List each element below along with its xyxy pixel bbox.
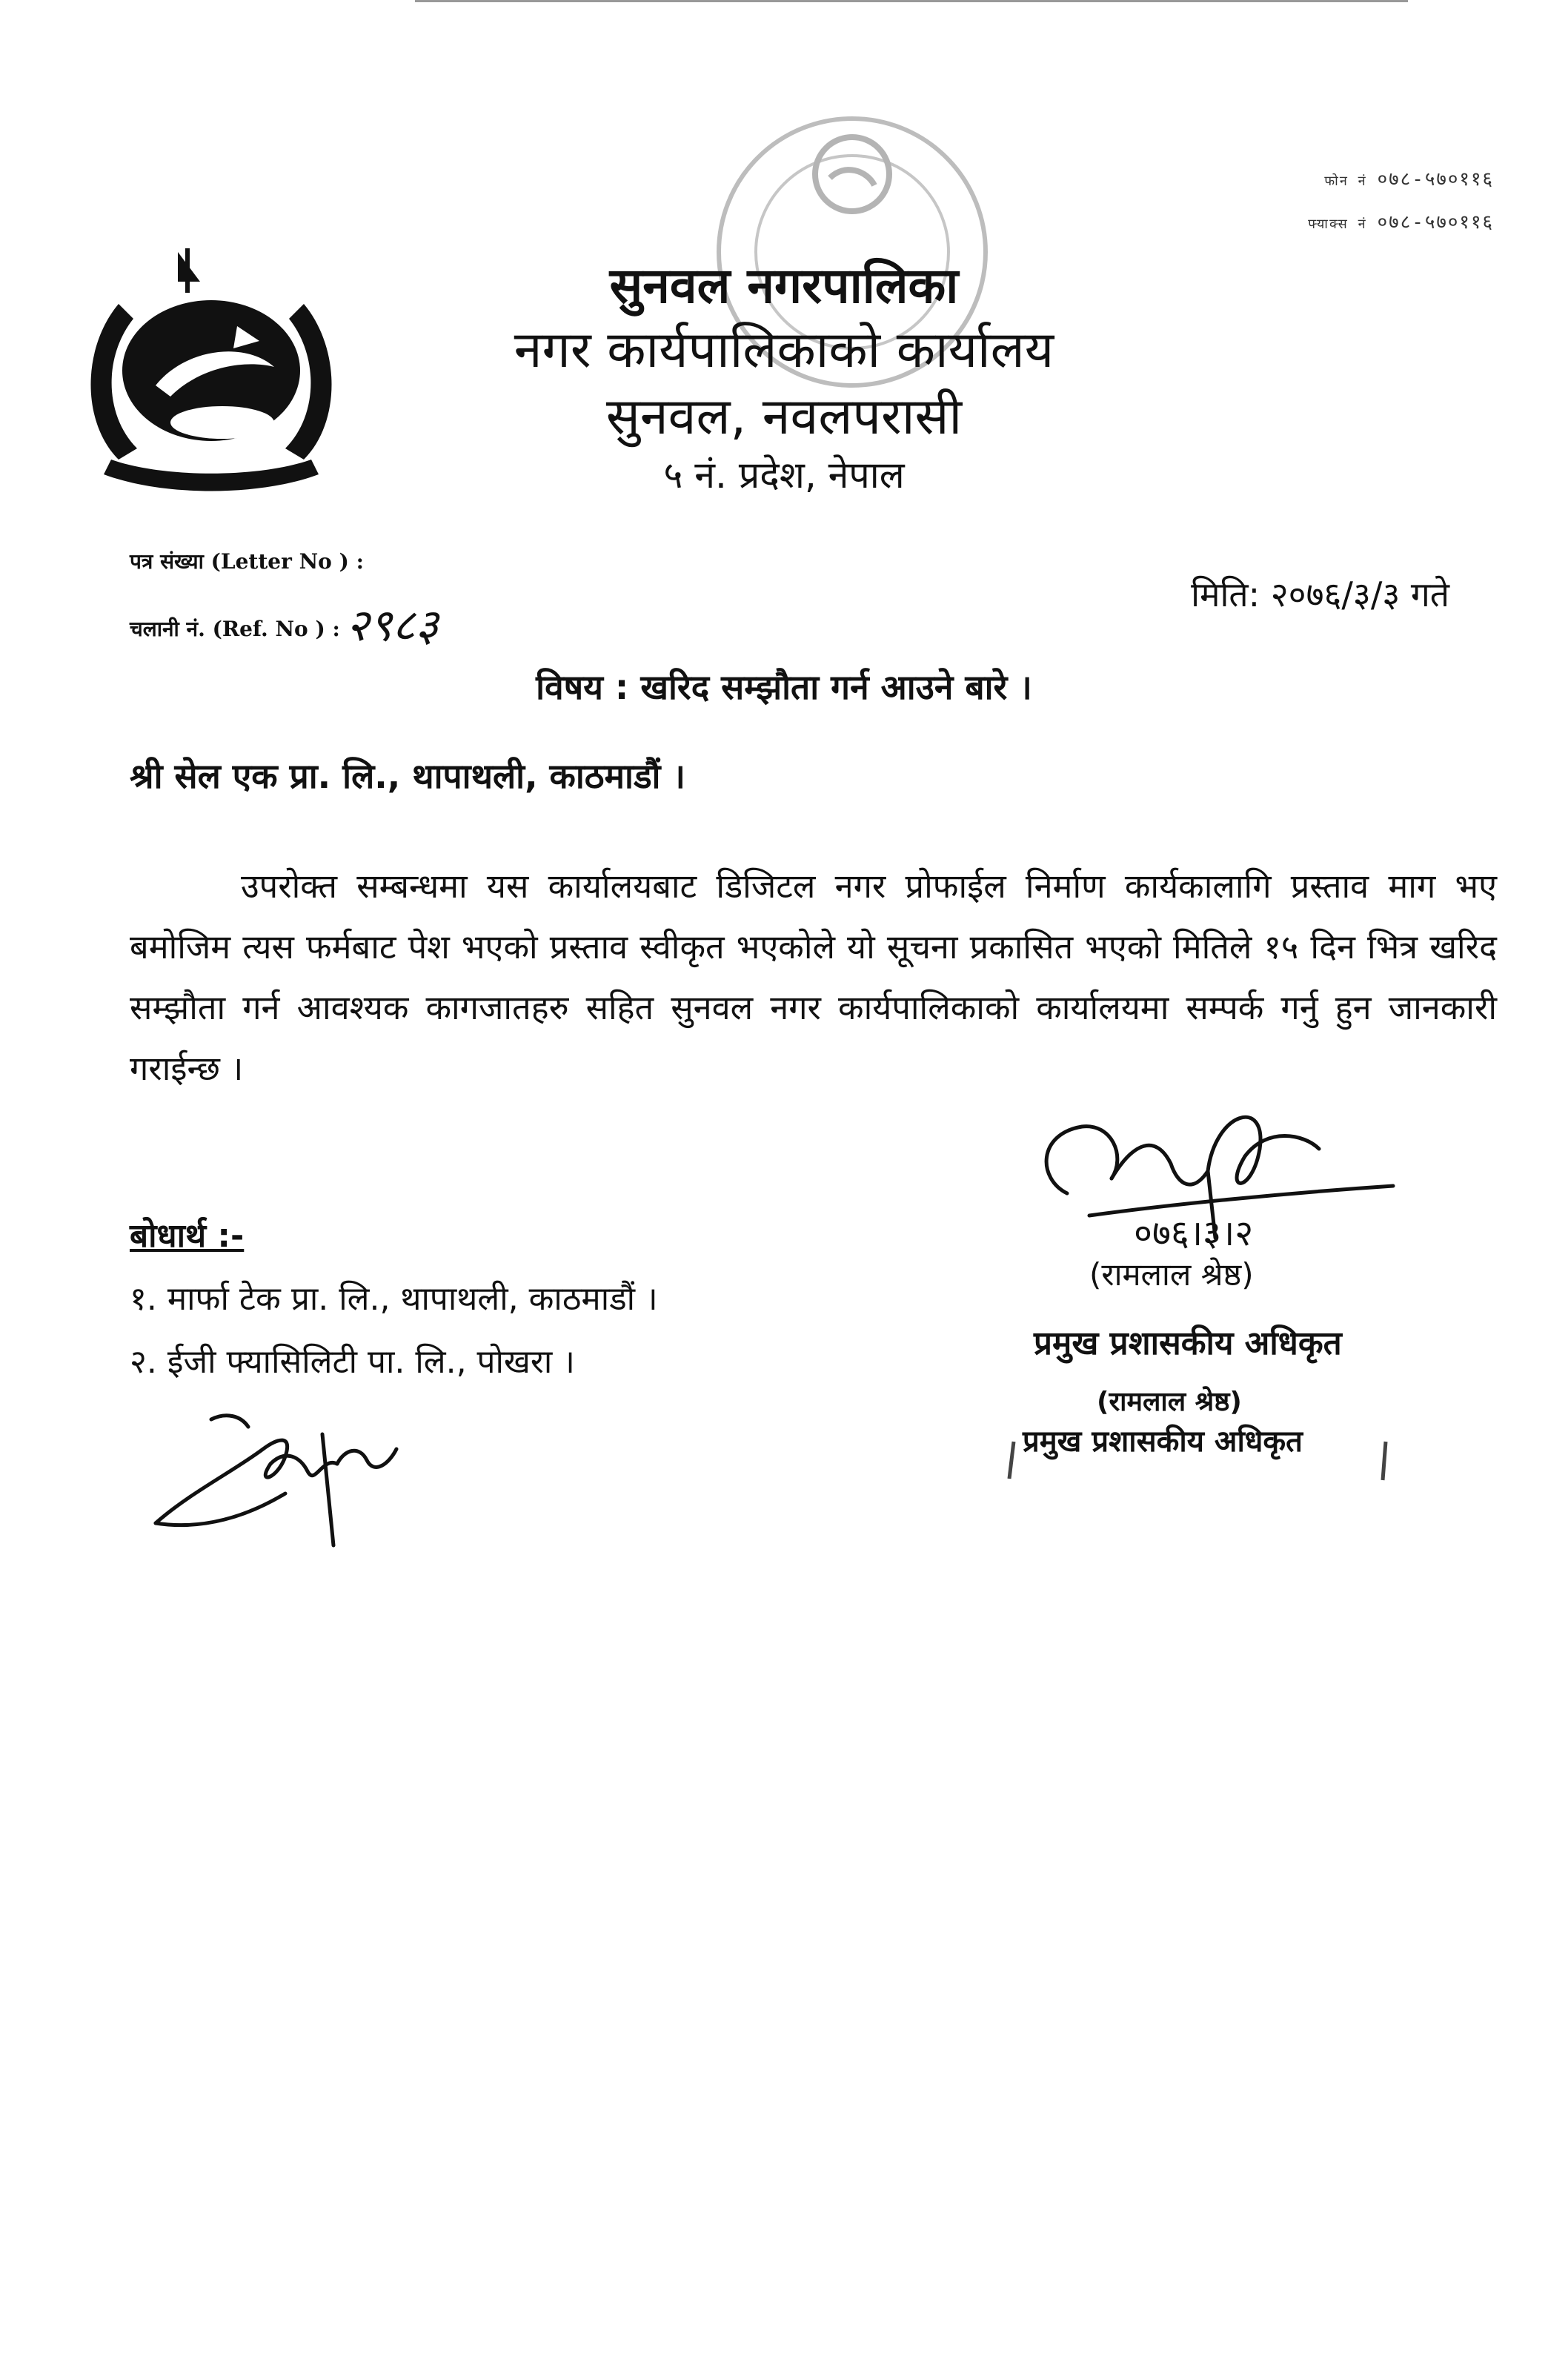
letter-subject: विषय : खरिद सम्झौता गर्न आउने बारे । <box>536 667 1032 707</box>
signer-name: (रामलाल श्रेष्ठ) <box>1089 1256 1254 1293</box>
initials-signature <box>144 1405 419 1553</box>
cc-item: २. ईजी फ्यासिलिटी पा. लि., पोखरा । <box>130 1343 575 1381</box>
ref-no-label: चलानी नं. (Ref. No ) : <box>130 617 340 641</box>
letterhead-province: ५ नं. प्रदेश, नेपाल <box>663 454 905 497</box>
letter-date: मिति: २०७६/३/३ गते <box>1191 574 1449 614</box>
phone-value: ०७८-५७०११६ <box>1377 168 1494 190</box>
fax-value: ०७८-५७०११६ <box>1377 211 1494 233</box>
letterhead-office: नगर कार्यपालिकाको कार्यालय <box>514 321 1054 379</box>
phone-label: फोन नं <box>1324 173 1367 189</box>
letter-no-label: पत्र संख्या (Letter No ) : <box>130 549 364 574</box>
stamp-name: (रामलाल श्रेष्ठ) <box>1097 1387 1242 1417</box>
fax-line <box>1308 208 1494 234</box>
signature-date: ०७६।३।२ <box>1134 1213 1254 1254</box>
letterhead-municipality: सुनवल नगरपालिका <box>609 257 959 314</box>
scan-top-rule <box>415 0 1408 2</box>
letter-body: उपरोक्त सम्बन्धमा यस कार्यालयबाट डिजिटल नगर प्रोफाईल निर्माण कार्यकालागि प्रस्ताव माग भए बमोजिम त्यस फर्मबाट पेश भएको प्रस्ताव स्वीकृत भएकोले यो सूचना प्रकासित भएको मितिले १५ दिन भित्र खरिद सम्झौता गर्न आवश्यक कागजातहरु सहित सुनवल नगर कार्यपालिकाको कार्यालयमा सम्पर्क गर्नु हुन जानकारी गराईन्छ । <box>130 866 1497 1088</box>
phone-line <box>1324 165 1494 191</box>
signer-title: प्रमुख प्रशासकीय अधिकृत <box>1034 1325 1342 1362</box>
ref-no-value: २९८३ <box>345 600 439 652</box>
fax-label: फ्याक्स नं <box>1308 216 1367 232</box>
stamp-title: प्रमुख प्रशासकीय अधिकृत <box>1023 1425 1303 1459</box>
officer-signature <box>1023 1067 1408 1267</box>
letterhead-location: सुनवल, नवलपरासी <box>605 388 963 446</box>
letter-addressee: श्री सेल एक प्रा. लि., थापाथली, काठमाडौं । <box>130 756 685 796</box>
cc-heading: बोधार्थ :- <box>130 1217 245 1255</box>
cc-item: १. मार्फा टेक प्रा. लि., थापाथली, काठमाडौं । <box>130 1280 658 1318</box>
ref-no-line <box>130 593 439 654</box>
